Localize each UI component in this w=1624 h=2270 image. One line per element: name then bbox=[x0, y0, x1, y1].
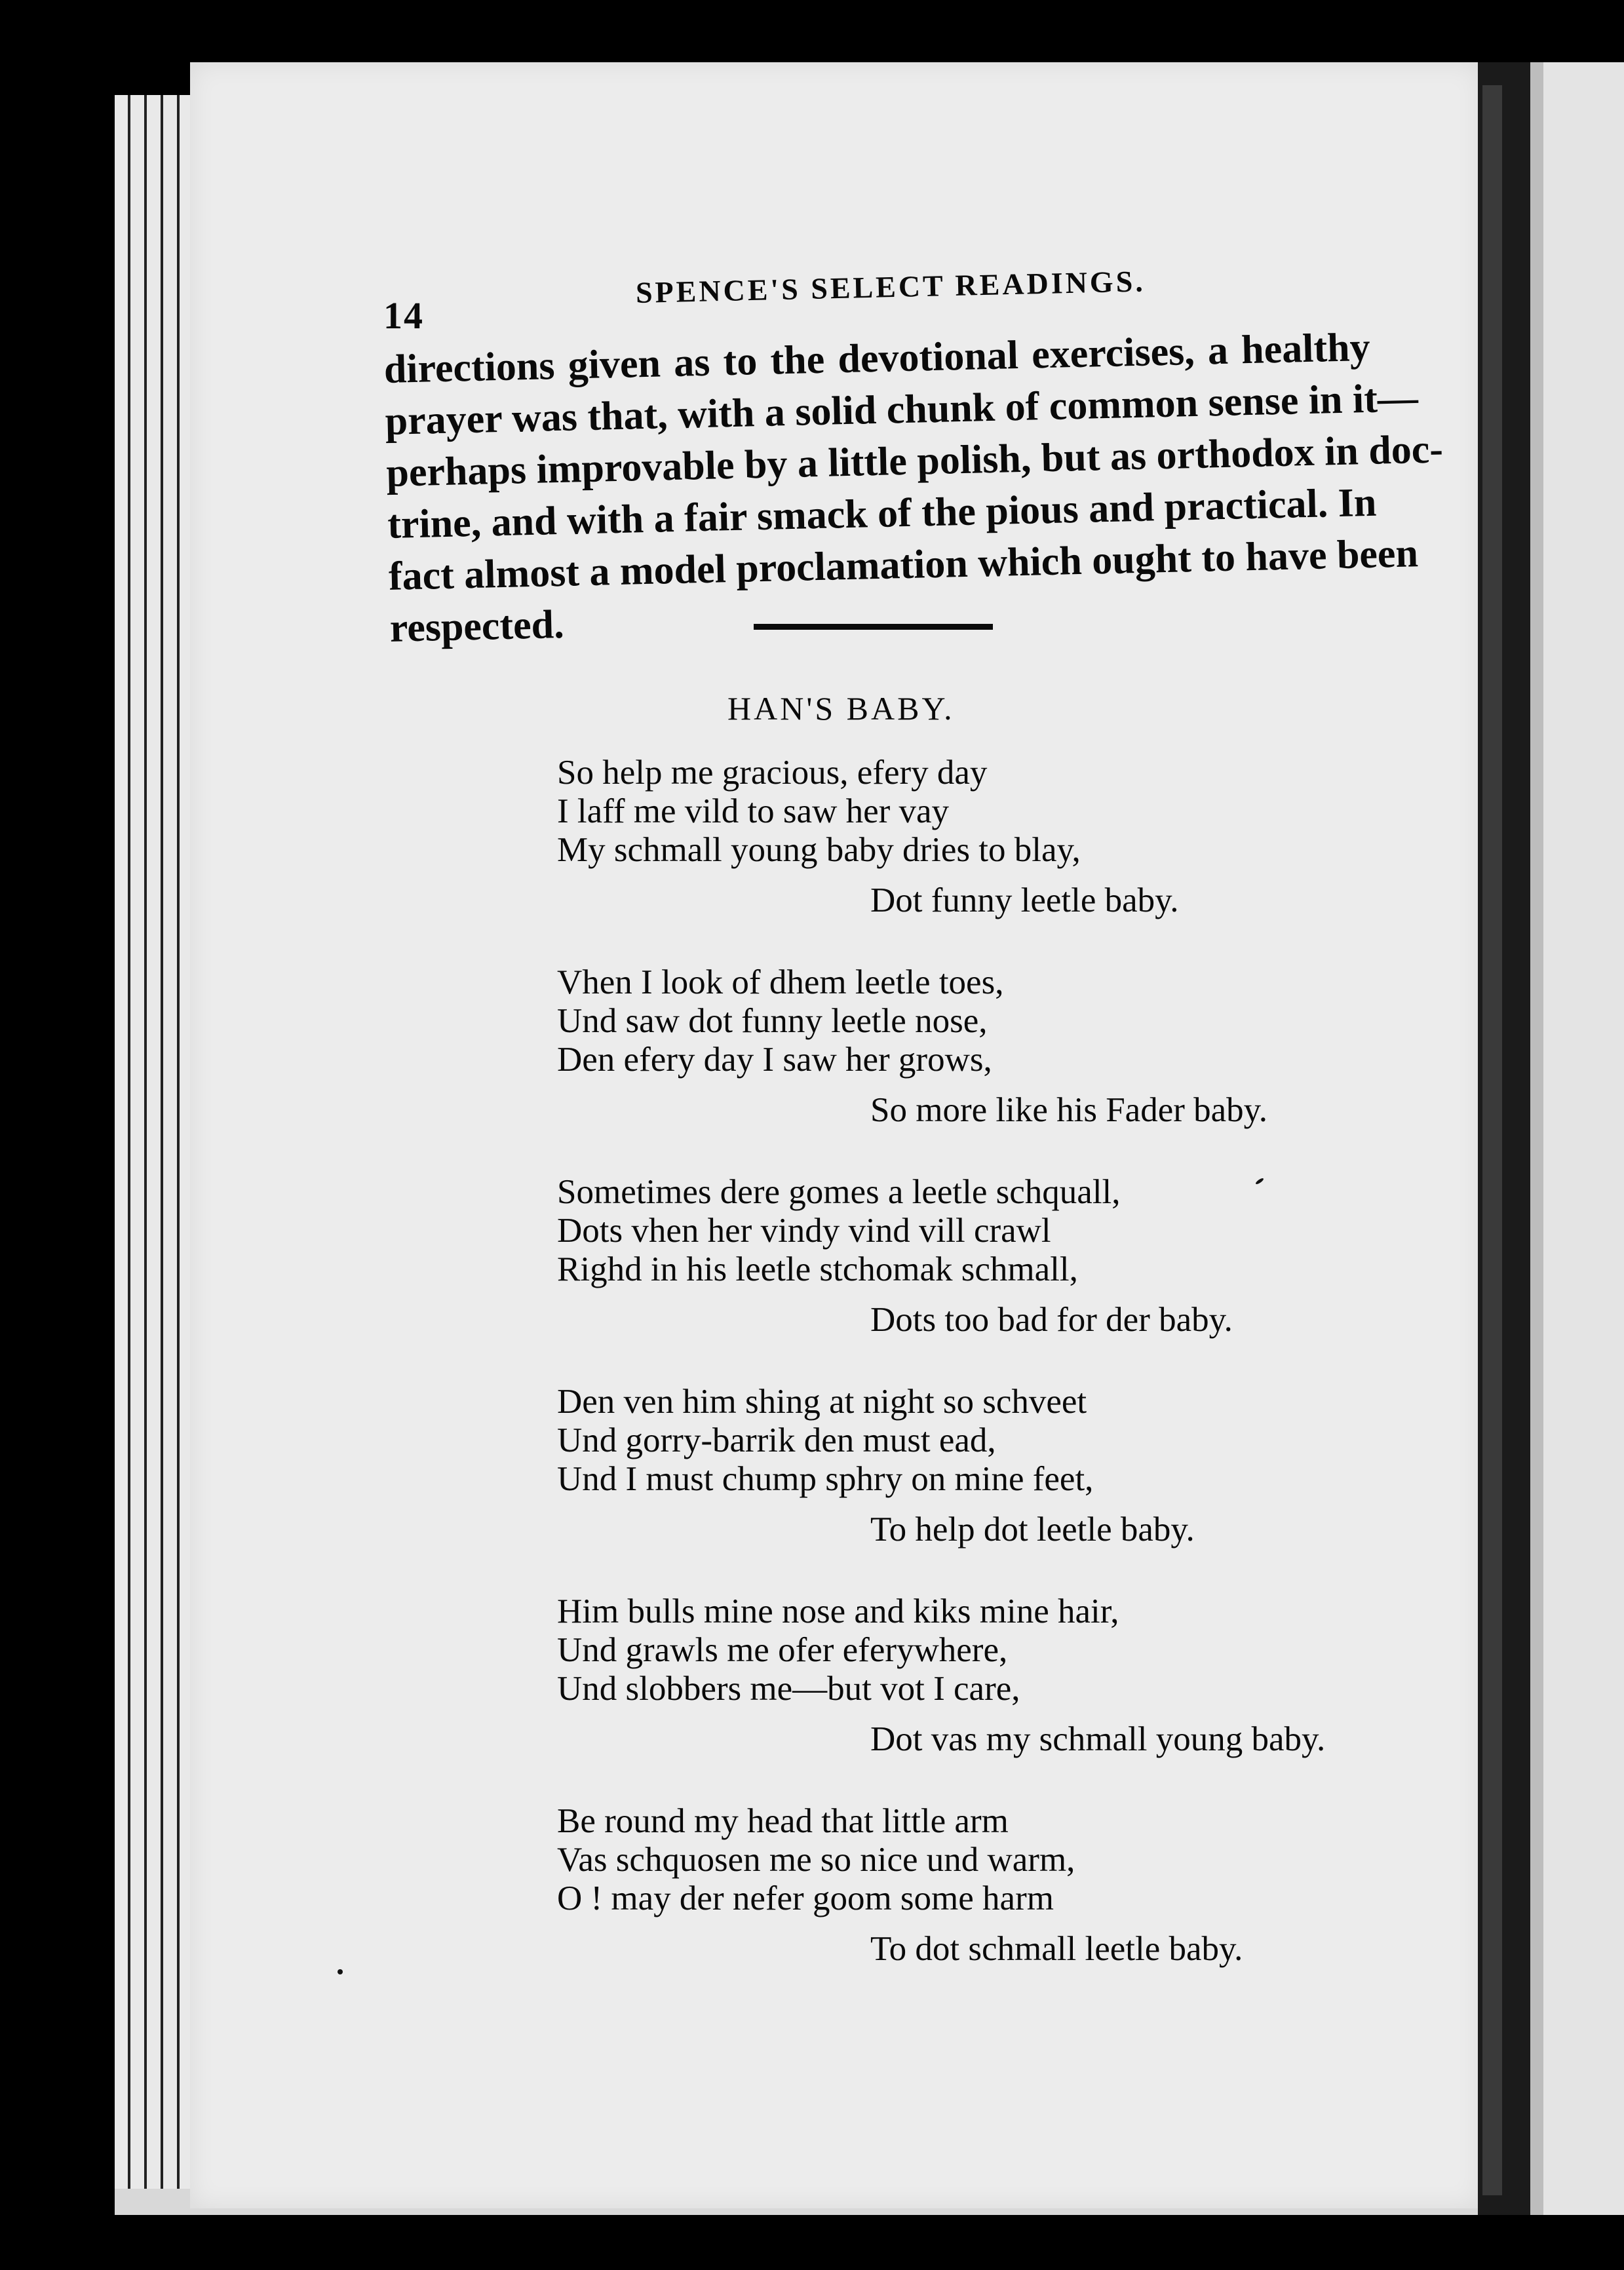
poem-title: HAN'S BABY. bbox=[727, 690, 955, 727]
verse-line: Und saw dot funny leetle nose, bbox=[557, 1002, 988, 1040]
facing-page-shadow bbox=[1530, 62, 1543, 2215]
verse-line: Vhen I look of dhem leetle toes, bbox=[557, 963, 1004, 1001]
verse-line: Und gorry-barrik den must ead, bbox=[557, 1421, 996, 1459]
poem-body bbox=[557, 754, 1409, 2012]
verse-line: Und I must chump sphry on mine feet, bbox=[557, 1460, 1094, 1498]
running-head: SPENCE'S SELECT READINGS. bbox=[635, 264, 1146, 309]
refrain-line: Dots too bad for der baby. bbox=[870, 1301, 1233, 1339]
paragraph-line: prayer was that, with a solid chunk of common sense in it— bbox=[384, 375, 1419, 444]
paragraph-line: respected. bbox=[389, 602, 565, 651]
prose-paragraph bbox=[383, 322, 1444, 655]
paragraph-line: perhaps improvable by a little polish, but as orthodox in doc- bbox=[385, 427, 1444, 495]
refrain-line: So more like his Fader baby. bbox=[870, 1091, 1267, 1129]
verse-line: Vas schquosen me so nice und warm, bbox=[557, 1841, 1075, 1879]
verse-line: Be round my head that little arm bbox=[557, 1802, 1009, 1840]
verse-line: Righd in his leetle stchomak schmall, bbox=[557, 1250, 1078, 1288]
gutter-shadow bbox=[1482, 85, 1502, 2195]
section-divider bbox=[754, 624, 993, 630]
verse-line: So help me gracious, efery day bbox=[557, 754, 988, 792]
verse-line: O ! may der nefer goom some harm bbox=[557, 1879, 1054, 1917]
stanza bbox=[557, 963, 1409, 1130]
stanza bbox=[557, 1592, 1409, 1759]
stanza bbox=[557, 1173, 1409, 1339]
facing-page-edge bbox=[1530, 62, 1624, 2215]
paragraph-line: fact almost a model proclamation which ought to have been bbox=[388, 531, 1419, 599]
paragraph-line: directions given as to the devotional exercises, a healthy bbox=[383, 324, 1371, 392]
verse-line: Den efery day I saw her grows, bbox=[557, 1041, 992, 1079]
page-number: 14 bbox=[383, 294, 424, 337]
refrain-line: Dot funny leetle baby. bbox=[870, 881, 1179, 919]
verse-line: Him bulls mine nose and kiks mine hair, bbox=[557, 1592, 1119, 1630]
paragraph-line: trine, and with a fair smack of the pious and practical. In bbox=[387, 480, 1377, 547]
verse-line: Sometimes dere gomes a leetle schquall, bbox=[557, 1173, 1121, 1211]
ink-speck bbox=[338, 1969, 343, 1974]
verse-line: I laff me vild to saw her vay bbox=[557, 792, 950, 830]
verse-line: Und slobbers me—but vot I care, bbox=[557, 1670, 1020, 1708]
refrain-line: Dot vas my schmall young baby. bbox=[870, 1720, 1326, 1758]
verse-line: My schmall young baby dries to blay, bbox=[557, 831, 1081, 869]
stanza bbox=[557, 754, 1409, 920]
stanza bbox=[557, 1802, 1409, 1969]
verse-line: Den ven him shing at night so schveet bbox=[557, 1383, 1087, 1421]
verse-line: Und grawls me ofer eferywhere, bbox=[557, 1631, 1008, 1669]
refrain-line: To help dot leetle baby. bbox=[870, 1510, 1195, 1549]
stanza bbox=[557, 1383, 1409, 1549]
refrain-line: To dot schmall leetle baby. bbox=[870, 1930, 1243, 1968]
verse-line: Dots vhen her vindy vind vill crawl bbox=[557, 1212, 1051, 1250]
